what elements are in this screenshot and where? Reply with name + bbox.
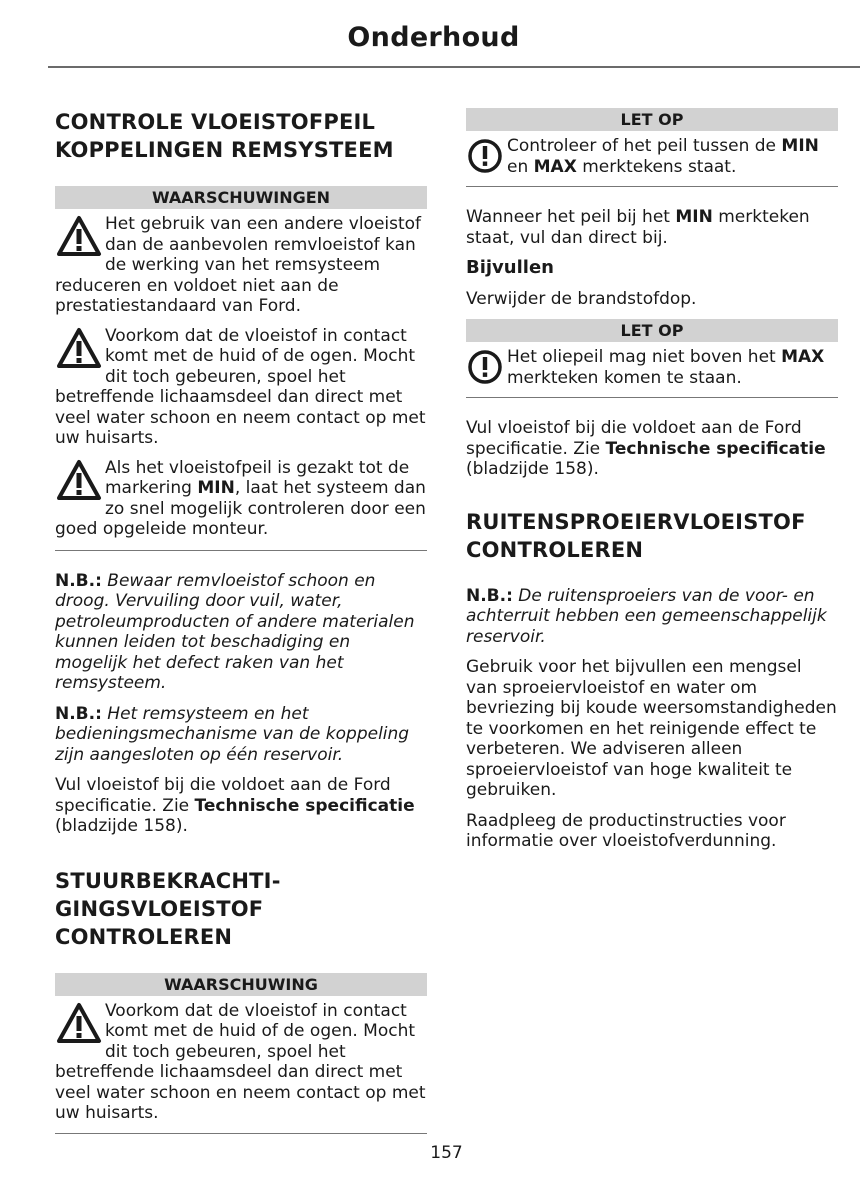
caution-end-divider [466,186,838,187]
caution-block [466,347,838,388]
page-title: Onderhoud [347,22,520,53]
body-paragraph: Gebruik voor het bijvullen een mengsel van sproeiervloeistof en water om bevriezing bij koude weersomstandigheden te voorkomen en het reinigende effect te verbeteren. We adviseren alleen sproeiervloeistof van hoge kwaliteit te gebruiken. [466,657,837,800]
warning-triangle-icon [55,458,103,502]
warning-block [55,1001,427,1124]
warning-bar: WAARSCHUWING [55,973,427,996]
warning-block [55,458,427,540]
page-number: 157 [430,1143,463,1163]
spec-link: Technische specificatie [605,438,826,459]
warning-block [55,214,427,317]
warnings-end-divider [55,550,427,551]
section-heading-power-steering: STUURBEKRACHTI-GINGSVLOEISTOF CONTROLEREN [55,868,281,949]
warning-triangle-icon [55,326,103,370]
section-heading-washer-fluid: RUITENSPROEIERVLOEISTOF CONTROLEREN [466,509,806,562]
warning-text: Voorkom dat de vloeistof in contact komt met de huid of de ogen. Mocht dit toch gebeuren, spoel het betreffende lichaamsdeel dan direct met veel water schoon en neem contact op met uw huisarts. [55,325,426,448]
subheading-bijvullen: Bijvullen [466,257,554,278]
spec-paragraph: Vul vloeistof bij die voldoet aan de Ford specificatie. Zie Technische specificatie (bladzijde 158). [55,775,415,836]
body-paragraph: Wanneer het peil bij het MIN merkteken staat, vul dan direct bij. [466,207,810,248]
caution-circle-icon [466,137,504,175]
warnings-bar: WAARSCHUWINGEN [55,186,427,209]
warning-text: Voorkom dat de vloeistof in contact komt met de huid of de ogen. Mocht dit toch gebeuren, spoel het betreffende lichaamsdeel dan direct met veel water schoon en neem contact op met uw huisarts. [55,1000,426,1123]
caution-text: Het oliepeil mag niet boven het MAX merkteken komen te staan. [507,347,825,388]
body-paragraph: Verwijder de brandstofdop. [466,288,697,309]
left-column [55,108,427,1154]
spec-link: Technische specificatie [194,795,415,816]
note-paragraph: N.B.: Het remsysteem en het bedieningsmechanisme van de koppeling zijn aangesloten op één reservoir. [55,703,410,765]
caution-end-divider [466,397,838,398]
note-paragraph: N.B.: Bewaar remvloeistof schoon en droog. Vervuiling door vuil, water, petroleumproducten of andere materialen kunnen leiden tot beschadiging en mogelijk het defect raken van het remsysteem. [55,570,415,693]
caution-block [466,136,838,177]
warning-text: Als het vloeistofpeil is gezakt tot de markering MIN, laat het systeem dan zo snel mogelijk controleren door een goed opgeleide monteur. [55,457,426,539]
caution-bar: LET OP [466,108,838,131]
caution-text: Controleer of het peil tussen de MIN en MAX merktekens staat. [507,136,819,177]
right-column [466,108,838,862]
warning-block [55,326,427,449]
spec-paragraph: Vul vloeistof bij die voldoet aan de Ford specificatie. Zie Technische specificatie (bladzijde 158). [466,418,826,479]
body-paragraph: Raadpleeg de productinstructies voor informatie over vloeistofverdunning. [466,810,786,851]
section-heading-brake-fluid: CONTROLE VLOEISTOFPEIL KOPPELINGEN REMSYSTEEM [55,110,394,162]
warning-triangle-icon [55,214,103,258]
caution-bar: LET OP [466,319,838,342]
note-paragraph: N.B.: De ruitensproeiers van de voor- en achterruit hebben een gemeenschappelijk reservoir. [466,585,827,647]
caution-circle-icon [466,348,504,386]
warning-end-divider [55,1133,427,1134]
title-divider [48,66,860,68]
warning-triangle-icon [55,1001,103,1045]
warning-text: Het gebruik van een andere vloeistof dan de aanbevolen remvloeistof kan de werking van het remsysteem reduceren en voldoet niet aan de prestatiestandaard van Ford. [55,214,422,316]
